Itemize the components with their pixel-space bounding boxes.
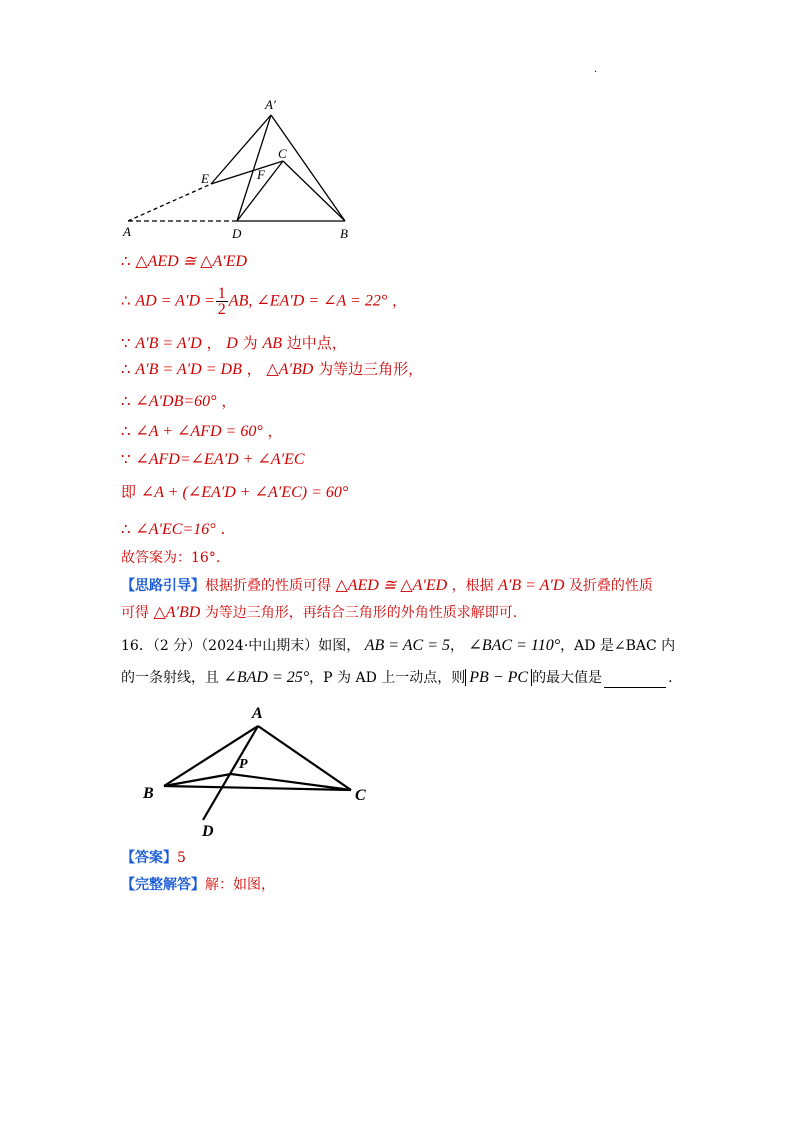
answer-value: 5 — [177, 850, 186, 866]
solution-tag: 【完整解答】 — [121, 877, 205, 893]
label-A: A — [123, 224, 131, 239]
solution-text: 解：如图， — [205, 877, 275, 893]
hint-line-1 — [121, 576, 653, 596]
therefore-symbol: ∴ — [121, 252, 131, 270]
math-expr: A′B = A′D — [135, 335, 202, 352]
label-D: D — [202, 823, 214, 840]
hint-line-2 — [121, 603, 517, 623]
label-C: C — [278, 146, 287, 161]
punctuation: ， — [267, 422, 283, 440]
question-meta: （2 分）（2024·中山期末）如图， — [152, 638, 361, 654]
question-number: 16． — [121, 638, 153, 654]
line-2 — [121, 286, 407, 317]
math-expr: ∠AFD=∠EA′D + ∠A′EC — [135, 451, 305, 468]
answer-line — [121, 848, 186, 868]
solution-line — [121, 875, 275, 895]
label-C: C — [355, 787, 366, 804]
text: ，根据 — [451, 578, 494, 594]
line-1 — [121, 251, 247, 272]
math-expr: △A′BD — [266, 361, 314, 378]
text: 可得 — [121, 605, 149, 621]
line-5 — [121, 391, 236, 412]
punctuation: ， — [392, 291, 408, 310]
math-expr: ∠A′EC=16° — [135, 521, 216, 538]
line-8 — [121, 482, 348, 503]
math-expr: ∠A + ∠AFD = 60° — [135, 423, 263, 440]
line-9 — [121, 519, 225, 540]
label-D: D — [232, 226, 242, 241]
label-B: B — [340, 226, 348, 241]
because-symbol: ∵ — [121, 450, 131, 468]
page-dot: . — [594, 64, 598, 75]
math-expr: A′B = A′D = DB — [135, 361, 242, 378]
therefore-symbol: ∴ — [121, 360, 131, 378]
fraction-denominator: 2 — [217, 301, 226, 318]
text: 的一条射线，且 — [121, 670, 219, 686]
text: ， — [246, 360, 262, 378]
text: 边中点， — [286, 334, 347, 352]
math-expr: ∠A + (∠EA′D + ∠A′EC) = 60° — [140, 484, 349, 501]
math-expr: A′B = A′D — [498, 577, 565, 594]
text: 及折叠的性质 — [568, 578, 653, 594]
therefore-symbol: ∴ — [121, 422, 131, 440]
text: 的最大值是 — [532, 670, 603, 686]
because-symbol: ∵ — [121, 334, 131, 352]
figure-triangle-abc — [138, 700, 388, 850]
hint-tag: 【思路引导】 — [121, 578, 205, 594]
math-expr: ∠BAC = 110° — [468, 637, 561, 654]
punctuation: . — [668, 670, 673, 686]
math-expr: △A′BD — [153, 604, 201, 621]
answer-summary: 故答案为：16°. — [121, 550, 221, 566]
label-F: F — [257, 167, 265, 182]
math-expr: AD = A′D = — [135, 292, 215, 310]
figure-folded-triangle — [118, 95, 378, 245]
answer-blank — [604, 671, 666, 688]
math-expr: D — [226, 335, 238, 352]
math-expr: △AED ≅ △A′ED — [335, 577, 448, 594]
therefore-symbol: ∴ — [121, 291, 131, 310]
therefore-symbol: ∴ — [121, 392, 131, 410]
fraction-numerator: 1 — [217, 285, 226, 302]
line-7 — [121, 449, 305, 470]
math-expr: △AED ≅ △A′ED — [135, 253, 248, 270]
punctuation: . — [220, 520, 226, 538]
text: ，P 为 AD 上一动点，则 — [309, 670, 466, 686]
label-P: P — [239, 757, 248, 772]
question-16-line-1 — [121, 636, 675, 656]
label-E: E — [201, 171, 209, 186]
math-expr: ∠A′DB=60° — [135, 393, 217, 410]
math-expr: ∠BAD = 25° — [223, 669, 310, 686]
line-4 — [121, 359, 423, 380]
label-B: B — [143, 785, 154, 802]
line-6 — [121, 421, 283, 442]
answer-tag: 【答案】 — [121, 850, 177, 866]
text: 为 — [242, 334, 258, 352]
label-A-prime: A′ — [265, 97, 276, 112]
math-expr: AB = AC = 5 — [364, 637, 451, 654]
text: 根据折叠的性质可得 — [205, 578, 331, 594]
text: ， — [206, 334, 222, 352]
fraction — [216, 286, 228, 317]
text: ，AD 是∠BAC 内 — [560, 638, 676, 654]
text: 为等边三角形，再结合三角形的外角性质求解即可. — [204, 605, 518, 621]
text: ， — [450, 638, 465, 654]
punctuation: ， — [221, 392, 237, 410]
text: 即 — [121, 483, 137, 501]
label-A: A — [252, 705, 263, 722]
abs-value-expr: PB − PC — [465, 669, 532, 686]
therefore-symbol: ∴ — [121, 520, 131, 538]
line-3 — [121, 333, 347, 354]
text: 为等边三角形， — [318, 360, 424, 378]
question-16-line-2 — [121, 668, 673, 688]
math-expr: AB — [262, 335, 282, 352]
math-expr: AB, ∠EA′D = ∠A = 22° — [228, 292, 388, 310]
